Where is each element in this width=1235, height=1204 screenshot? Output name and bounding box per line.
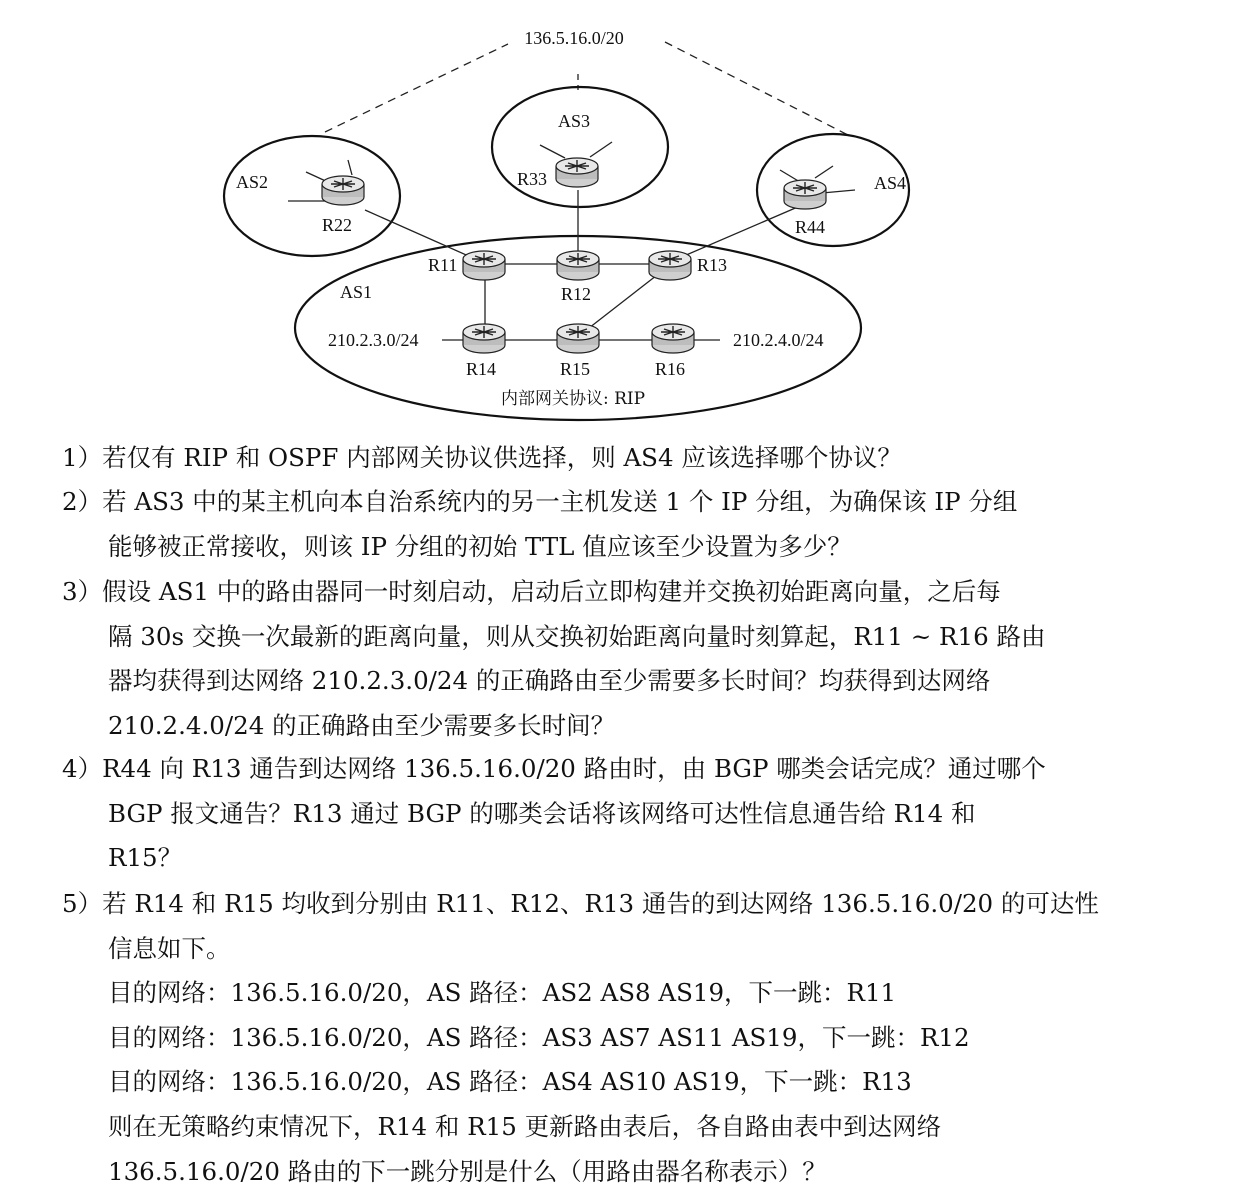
question-4 xyxy=(62,747,1172,881)
question-2 xyxy=(62,480,1172,569)
as2-ellipse xyxy=(224,136,400,256)
question-5-route-r12: 目的网络：136.5.16.0/20，AS 路径：AS3 AS7 AS11 AS19，下一跳：R12 xyxy=(108,1022,970,1052)
router-r44-icon xyxy=(784,180,826,209)
question-5-route-r11: 目的网络：136.5.16.0/20，AS 路径：AS2 AS8 AS19，下一跳：R11 xyxy=(108,978,897,1008)
question-3-line: 器均获得到达网络 210.2.3.0/24 的正确路由至少需要多长时间？均获得到达网络 xyxy=(108,666,991,696)
router-r11-label: R11 xyxy=(428,255,458,275)
router-r22-label: R22 xyxy=(322,215,353,235)
as3-label: AS3 xyxy=(558,111,591,131)
question-1-line: 1）若仅有 RIP 和 OSPF 内部网关协议供选择，则 AS4 应该选择哪个协议？ xyxy=(62,443,902,472)
question-5-line: 5）若 R14 和 R15 均收到分别由 R11、R12、R13 通告的到达网络 136.5.16.0/20 的可达性 xyxy=(62,889,1099,918)
router-r13-label: R13 xyxy=(697,255,728,275)
router-r14-label: R14 xyxy=(466,359,497,379)
question-2-line: 能够被正常接收，则该 IP 分组的初始 TTL 值应该至少设置为多少？ xyxy=(108,531,852,561)
question-1 xyxy=(62,436,1172,481)
router-r12-label: R12 xyxy=(561,284,592,304)
question-5 xyxy=(62,882,1172,1194)
top-network-label: 136.5.16.0/20 xyxy=(524,28,624,48)
network-topology-diagram xyxy=(0,0,1235,430)
router-r15-label: R15 xyxy=(560,359,591,379)
dashed-link-as2 xyxy=(325,44,508,132)
router-r44-label: R44 xyxy=(795,217,826,237)
question-3-line: 3）假设 AS1 中的路由器同一时刻启动，启动后立即构建并交换初始距离向量，之后每 xyxy=(62,577,1001,606)
dashed-link-as4 xyxy=(665,42,850,136)
router-r14-icon xyxy=(463,324,505,353)
as2-label: AS2 xyxy=(236,172,269,192)
question-4-line: 4）R44 向 R13 通告到达网络 136.5.16.0/20 路由时，由 BGP 哪类会话完成？通过哪个 xyxy=(62,754,1046,783)
question-4-line: BGP 报文通告？R13 通过 BGP 的哪类会话将该网络可达性信息通告给 R14 和 xyxy=(108,798,976,828)
router-r22-icon xyxy=(322,176,364,205)
question-5-line: 136.5.16.0/20 路由的下一跳分别是什么（用路由器名称表示）？ xyxy=(108,1156,827,1186)
question-2-line: 2）若 AS3 中的某主机向本自治系统内的另一主机发送 1 个 IP 分组，为确保该 IP 分组 xyxy=(62,487,1018,516)
question-5-line: 则在无策略约束情况下，R14 和 R15 更新路由表后，各自路由表中到达网络 xyxy=(108,1111,942,1141)
router-r33-icon xyxy=(556,158,598,187)
router-r13-icon xyxy=(649,251,691,280)
as3-ellipse xyxy=(492,87,668,207)
question-3 xyxy=(62,570,1172,748)
network-right-label: 210.2.4.0/24 xyxy=(733,330,824,350)
question-5-route-r13: 目的网络：136.5.16.0/20，AS 路径：AS4 AS10 AS19，下一跳：R13 xyxy=(108,1067,912,1097)
as1-label: AS1 xyxy=(340,282,373,302)
router-r16-icon xyxy=(652,324,694,353)
router-r15-icon xyxy=(557,324,599,353)
network-left-label: 210.2.3.0/24 xyxy=(328,330,419,350)
router-r33-label: R33 xyxy=(517,169,548,189)
question-4-line: R15？ xyxy=(108,843,183,873)
router-r16-label: R16 xyxy=(655,359,686,379)
question-3-line: 隔 30s 交换一次最新的距离向量，则从交换初始距离向量时刻算起，R11 ~ R16 路由 xyxy=(108,621,1046,651)
router-r12-icon xyxy=(557,251,599,280)
igp-caption: 内部网关协议: RIP xyxy=(500,389,646,409)
question-3-line: 210.2.4.0/24 的正确路由至少需要多长时间？ xyxy=(108,710,616,740)
router-r11-icon xyxy=(463,251,505,280)
as4-label: AS4 xyxy=(874,173,907,193)
question-5-line: 信息如下。 xyxy=(108,933,231,963)
